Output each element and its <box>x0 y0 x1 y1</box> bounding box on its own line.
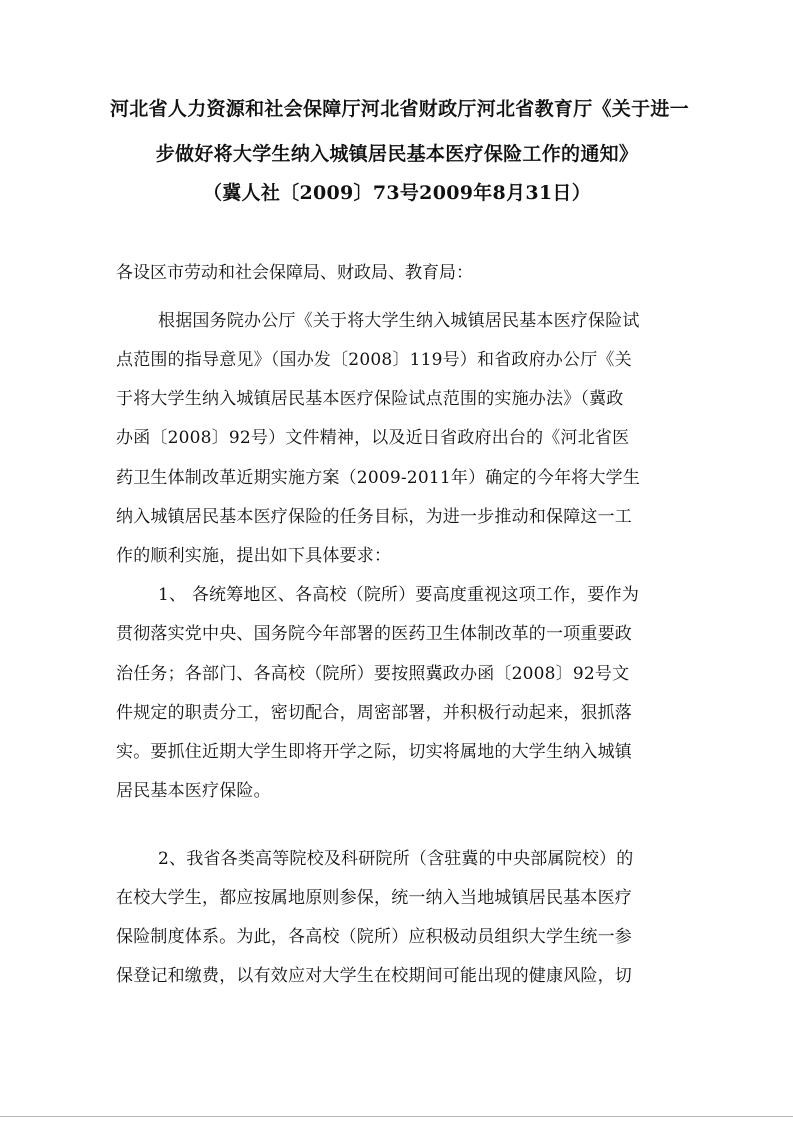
paragraph-2-line-6: 居民基本医疗保险。 <box>116 781 271 801</box>
paragraph-1-line-4: 办函〔2008〕92号）文件精神，以及近日省政府出台的《河北省医 <box>116 428 630 448</box>
paragraph-1-line-6: 纳入城镇居民基本医疗保险的任务目标，为进一步推动和保障这一工 <box>116 507 632 527</box>
page-bottom-divider <box>0 1116 793 1117</box>
paragraph-1-line-2: 点范围的指导意见》（国办发〔2008〕119号）和省政府办公厅《关 <box>116 350 632 370</box>
document-reference-number: （冀人社〔2009〕73号2009年8月31日） <box>202 182 592 204</box>
paragraph-2-line-4: 件规定的职责分工，密切配合，周密部署，并积极行动起来，狠抓落 <box>116 703 632 723</box>
paragraph-2-line-2: 贯彻落实党中央、国务院今年部署的医药卫生体制改革的一项重要政 <box>116 624 632 644</box>
paragraph-1-line-7: 作的顺利实施，提出如下具体要求： <box>116 546 392 566</box>
document-title-line-2: 步做好将大学生纳入城镇居民基本医疗保险工作的通知》 <box>155 143 639 165</box>
paragraph-3-line-3: 保险制度体系。为此，各高校（院所）应积极动员组织大学生统一参 <box>116 927 632 947</box>
paragraph-3-line-2: 在校大学生，都应按属地原则参保，统一纳入当地城镇居民基本医疗 <box>116 888 632 908</box>
document-title-line-1: 河北省人力资源和社会保障厅河北省财政厅河北省教育厅《关于进一 <box>110 98 690 120</box>
paragraph-2-line-5: 实。要抓住近期大学生即将开学之际，切实将属地的大学生纳入城镇 <box>116 742 632 762</box>
paragraph-1-line-1: 根据国务院办公厅《关于将大学生纳入城镇居民基本医疗保险试 <box>158 311 640 331</box>
paragraph-2-line-3: 治任务；各部门、各高校（院所）要按照冀政办函〔2008〕92号文 <box>116 664 630 684</box>
salutation: 各设区市劳动和社会保障局、财政局、教育局： <box>116 263 473 283</box>
paragraph-1-line-5: 药卫生体制改革近期实施方案（2009-2011年）确定的今年将大学生 <box>116 468 641 488</box>
paragraph-3-line-1: 2、我省各类高等院校及科研院所（含驻冀的中央部属院校）的 <box>158 849 634 869</box>
paragraph-1-line-3: 于将大学生纳入城镇居民基本医疗保险试点范围的实施办法》（冀政 <box>116 389 624 409</box>
paragraph-3-line-4: 保登记和缴费，以有效应对大学生在校期间可能出现的健康风险，切 <box>116 966 632 986</box>
paragraph-2-line-1: 1、 各统筹地区、各高校（院所）要高度重视这项工作，要作为 <box>158 585 640 605</box>
